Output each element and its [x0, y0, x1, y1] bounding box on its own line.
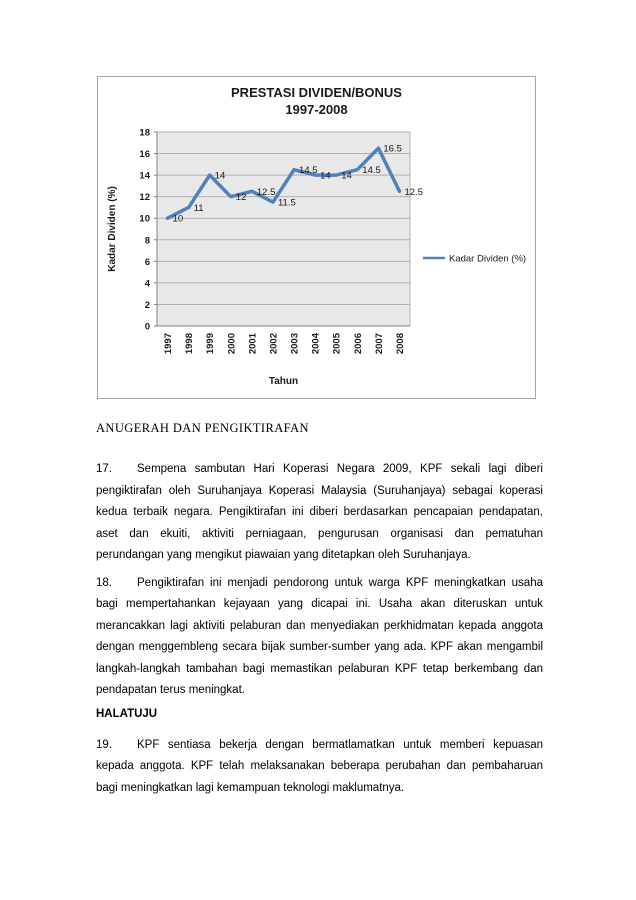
- text-block: [96, 421, 543, 799]
- x-tick-label: 2008: [394, 333, 406, 355]
- chart-title: PRESTASI DIVIDEN/BONUS: [231, 85, 402, 100]
- paragraph-18: [96, 573, 543, 702]
- plot-area: [157, 132, 410, 326]
- data-label: 12.5: [256, 186, 276, 198]
- x-tick-label: 2001: [247, 333, 259, 355]
- x-tick-label: 1998: [184, 333, 196, 355]
- data-label: 11: [193, 202, 204, 214]
- y-axis-title: Kadar Dividen (%): [107, 186, 118, 272]
- data-label: 14: [320, 170, 331, 182]
- section-heading-anugerah: ANUGERAH DAN PENGIKTIRAFAN: [96, 421, 309, 435]
- x-tick-label: 2003: [289, 333, 301, 355]
- x-tick-label: 1997: [163, 333, 175, 355]
- data-label: 14.5: [299, 165, 318, 177]
- x-tick-label: 2000: [226, 333, 238, 355]
- y-tick-label: 2: [144, 299, 150, 311]
- y-tick-label: 4: [144, 278, 150, 290]
- y-tick-label: 0: [144, 321, 150, 333]
- data-label: 14.5: [362, 165, 381, 177]
- paragraph-19-text: KPF sentiasa bekerja dengan bermatlamatkan untuk memberi kepuasan kepada anggota. KPF telah melaksanakan beberapa perubahan dan pembaharuan bagi meningkatkan lagi kemampuan teknologi maklumatnya.: [96, 738, 543, 794]
- x-tick-label: 2002: [268, 333, 280, 355]
- paragraph-17-number: 17.: [96, 463, 112, 475]
- legend-label: Kadar Dividen (%): [449, 253, 527, 265]
- dividend-chart: [97, 76, 536, 399]
- data-label: 12.5: [404, 186, 423, 198]
- x-tick-label: 2007: [373, 333, 385, 355]
- x-tick-label: 2006: [352, 333, 364, 355]
- y-tick-label: 16: [139, 149, 150, 161]
- y-tick-label: 8: [144, 235, 150, 247]
- section-heading-halatuju: HALATUJU: [96, 707, 158, 720]
- x-axis-title: Tahun: [268, 376, 299, 387]
- data-label: 16.5: [383, 143, 402, 155]
- paragraph-19: [96, 735, 543, 800]
- y-tick-label: 6: [144, 256, 150, 268]
- data-label: 10: [172, 213, 184, 225]
- y-tick-label: 18: [139, 127, 150, 139]
- paragraph-17: [96, 459, 543, 567]
- paragraph-19-number: 19.: [96, 738, 112, 751]
- y-tick-label: 14: [139, 170, 150, 182]
- y-tick-label: 12: [139, 192, 150, 204]
- line-chart-plot: [98, 77, 535, 398]
- data-label: 14: [341, 170, 352, 182]
- paragraph-18-number: 18.: [96, 576, 112, 589]
- x-tick-label: 1999: [205, 333, 217, 355]
- data-label: 12: [235, 192, 247, 204]
- paragraph-18-text: Pengiktirafan ini menjadi pendorong untuk warga KPF meningkatkan usaha bagi mempertahankan kejayaan yang dicapai ini. Usaha akan diteruskan untuk merancakkan lagi aktiviti pelaburan dan menyediakan perkhidmatan kepada anggota dengan menggembleng secara bijak sumber-sumber yang ada. KPF akan mengambil langkah-langkah tambahan bagi memastikan pelaburan KPF tetap berkembang dan pendapatan terus meningkat.: [96, 576, 543, 696]
- paragraph-17-text: Sempena sambutan Hari Koperasi Negara 2009, KPF sekali lagi diberi pengiktirafan oleh Suruhanjaya Koperasi Malaysia (Suruhanjaya) sebagai koperasi kedua terbaik negara. Pengiktirafan ini diberi berdasarkan pencapaian pendapatan, aset dan ekuiti, aktiviti perniagaan, pengurusan organisasi dan pematuhan perundangan yang mengikut piawaian yang ditetapkan oleh Suruhanjaya.: [96, 463, 543, 561]
- x-tick-label: 2004: [310, 333, 322, 355]
- x-tick-label: 2005: [331, 333, 343, 355]
- data-label: 11.5: [277, 197, 296, 209]
- chart-subtitle: 1997-2008: [285, 102, 348, 117]
- data-label: 14: [214, 170, 226, 182]
- y-tick-label: 10: [139, 213, 150, 225]
